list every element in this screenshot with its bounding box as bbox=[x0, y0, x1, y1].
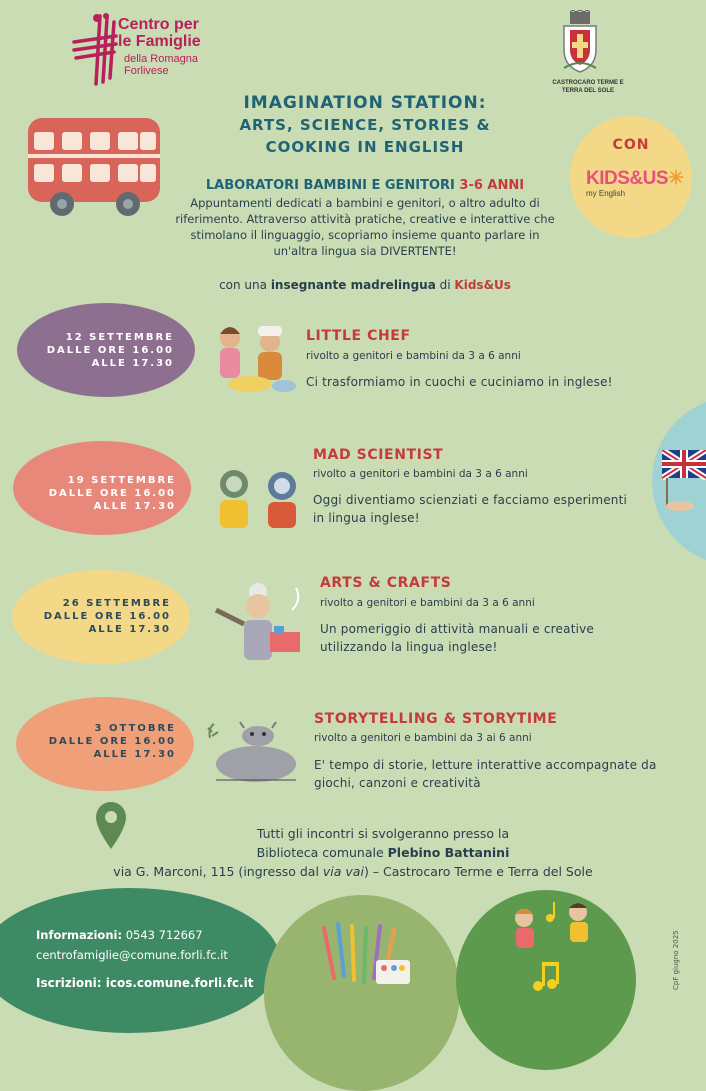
signup-link[interactable]: icos.comune.forli.fc.it bbox=[101, 976, 254, 990]
teacher-note bbox=[160, 278, 570, 292]
intro-line-1: Appuntamenti dedicati a bambini e genitori, o altro adulto di bbox=[190, 196, 540, 210]
arts-crafts-child-photo bbox=[210, 580, 306, 666]
event-1-date bbox=[34, 331, 174, 370]
event-1-date-end: ALLE 17.30 bbox=[91, 358, 174, 369]
kids-and-us-logo: KIDS&US✳ bbox=[586, 168, 684, 189]
info-phone bbox=[36, 928, 203, 942]
crest-caption bbox=[540, 79, 636, 95]
event-3-desc-line-1: Un pomeriggio di attività manuali e creative bbox=[320, 622, 595, 636]
mad-scientist-children-photo bbox=[206, 464, 310, 530]
subtitle-main: LABORATORI BAMBINI E GENITORI bbox=[205, 178, 460, 193]
event-4-desc-line-2: giochi, canzoni e creatività bbox=[314, 776, 481, 790]
little-chef-children-photo bbox=[202, 322, 302, 396]
teacher-bold: insegnante madrelingua bbox=[270, 278, 436, 292]
subtitle-age: 3-6 ANNI bbox=[459, 178, 525, 193]
venue-info bbox=[0, 824, 706, 881]
event-4-date-start: DALLE ORE 16.00 bbox=[48, 736, 176, 747]
title-line-1: IMAGINATION STATION: bbox=[243, 93, 487, 113]
teacher-mid: di bbox=[435, 278, 455, 292]
info-phone-number[interactable]: 0543 712667 bbox=[122, 928, 203, 942]
page-title bbox=[180, 92, 550, 158]
venue-library-name: Plebino Battanini bbox=[387, 845, 510, 860]
event-3-desc-line-2: utilizzando la lingua inglese! bbox=[320, 640, 498, 654]
event-4-date bbox=[36, 722, 176, 761]
teacher-brand: Kids&Us bbox=[454, 278, 511, 292]
venue-library-label: Biblioteca comunale bbox=[256, 845, 388, 860]
event-3-date-start: DALLE ORE 16.00 bbox=[43, 611, 171, 622]
logo-line-2: le Famiglie bbox=[118, 33, 201, 50]
event-4-desc-line-1: E' tempo di storie, letture interattive accompagnate da bbox=[314, 758, 657, 772]
intro-paragraph bbox=[150, 195, 580, 259]
event-4-description bbox=[314, 756, 657, 792]
kids-and-us-wordmark: KIDS&US bbox=[586, 168, 669, 189]
event-3-title: ARTS & CRAFTS bbox=[320, 575, 452, 591]
event-1-title: LITTLE CHEF bbox=[306, 328, 411, 344]
dancing-kids-music-icon bbox=[498, 896, 608, 1000]
event-3-date-day: 26 SETTEMBRE bbox=[62, 598, 171, 609]
partner-con-label: CON bbox=[612, 137, 650, 153]
intro-line-2: riferimento. Attraverso attività pratiche, creative e interattive che bbox=[175, 212, 555, 226]
storytelling-monster-icon bbox=[206, 718, 296, 782]
signup-info bbox=[36, 976, 253, 990]
logo-title bbox=[118, 16, 201, 50]
signup-label: Iscrizioni: bbox=[36, 976, 102, 990]
title-line-2: ARTS, SCIENCE, STORIES & bbox=[239, 116, 491, 134]
event-2-target: rivolto a genitori e bambini da 3 a 6 anni bbox=[313, 468, 528, 480]
kids-and-us-subtitle: my English bbox=[586, 189, 626, 198]
double-decker-bus-icon bbox=[24, 114, 164, 220]
venue-address-post: ) – Castrocaro Terme e Terra del Sole bbox=[363, 864, 593, 879]
logo-line-4: Forlivese bbox=[124, 65, 169, 77]
info-label: Informazioni: bbox=[36, 928, 123, 942]
event-2-date-day: 19 SETTEMBRE bbox=[67, 475, 176, 486]
workshop-subtitle bbox=[160, 178, 570, 193]
logo-line-1: Centro per bbox=[118, 16, 199, 33]
uk-flag-icon bbox=[662, 450, 706, 514]
art-supplies-icon bbox=[314, 918, 416, 992]
event-1-description bbox=[306, 373, 613, 391]
title-line-3: COOKING IN ENGLISH bbox=[265, 138, 465, 156]
event-4-date-end: ALLE 17.30 bbox=[93, 749, 176, 760]
crest-caption-line-1: CASTROCARO TERME E bbox=[552, 80, 624, 86]
event-4-title: STORYTELLING & STORYTIME bbox=[314, 711, 558, 727]
logo-subtitle bbox=[124, 53, 198, 77]
venue-address-pre: via G. Marconi, 115 (ingresso dal bbox=[113, 864, 323, 879]
event-1-target: rivolto a genitori e bambini da 3 a 6 anni bbox=[306, 350, 521, 362]
event-3-target: rivolto a genitori e bambini da 3 a 6 anni bbox=[320, 597, 535, 609]
event-2-title: MAD SCIENTIST bbox=[313, 447, 444, 463]
event-2-date-start: DALLE ORE 16.00 bbox=[48, 488, 176, 499]
municipality-crest-icon bbox=[560, 10, 600, 74]
credit-note: CpF giugno 2025 bbox=[672, 930, 680, 990]
event-2-date-end: ALLE 17.30 bbox=[93, 501, 176, 512]
event-1-date-start: DALLE ORE 16.00 bbox=[46, 345, 174, 356]
venue-address-italic: via vai bbox=[322, 864, 364, 879]
event-4-target: rivolto a genitori e bambini da 3 ai 6 anni bbox=[314, 732, 532, 744]
info-email-link[interactable]: centrofamiglie@comune.forli.fc.it bbox=[36, 948, 228, 962]
venue-line-3 bbox=[0, 862, 706, 881]
event-2-date bbox=[36, 474, 176, 513]
event-2-description bbox=[313, 491, 627, 527]
teacher-pre: con una bbox=[219, 278, 271, 292]
event-1-date-day: 12 SETTEMBRE bbox=[65, 332, 174, 343]
crest-caption-line-2: TERRA DEL SOLE bbox=[561, 88, 614, 94]
intro-line-4: un'altra lingua sia DIVERTENTE! bbox=[273, 244, 457, 258]
event-1-desc-line-1: Ci trasformiamo in cuochi e cuciniamo in inglese! bbox=[306, 375, 613, 389]
event-2-desc-line-1: Oggi diventiamo scienziati e facciamo esperimenti bbox=[313, 493, 628, 507]
centro-famiglie-logo-mark bbox=[70, 12, 118, 88]
intro-line-3: stimolano il linguaggio, scopriamo insieme quanto parlare in bbox=[190, 228, 540, 242]
event-3-date bbox=[31, 597, 171, 636]
logo-line-3: della Romagna bbox=[124, 53, 198, 65]
venue-line-2 bbox=[0, 843, 706, 862]
event-2-desc-line-2: in lingua inglese! bbox=[313, 511, 420, 525]
venue-line-1: Tutti gli incontri si svolgeranno presso la bbox=[256, 826, 510, 841]
event-3-description bbox=[320, 620, 594, 656]
event-4-date-day: 3 OTTOBRE bbox=[94, 723, 176, 734]
event-3-date-end: ALLE 17.30 bbox=[88, 624, 171, 635]
